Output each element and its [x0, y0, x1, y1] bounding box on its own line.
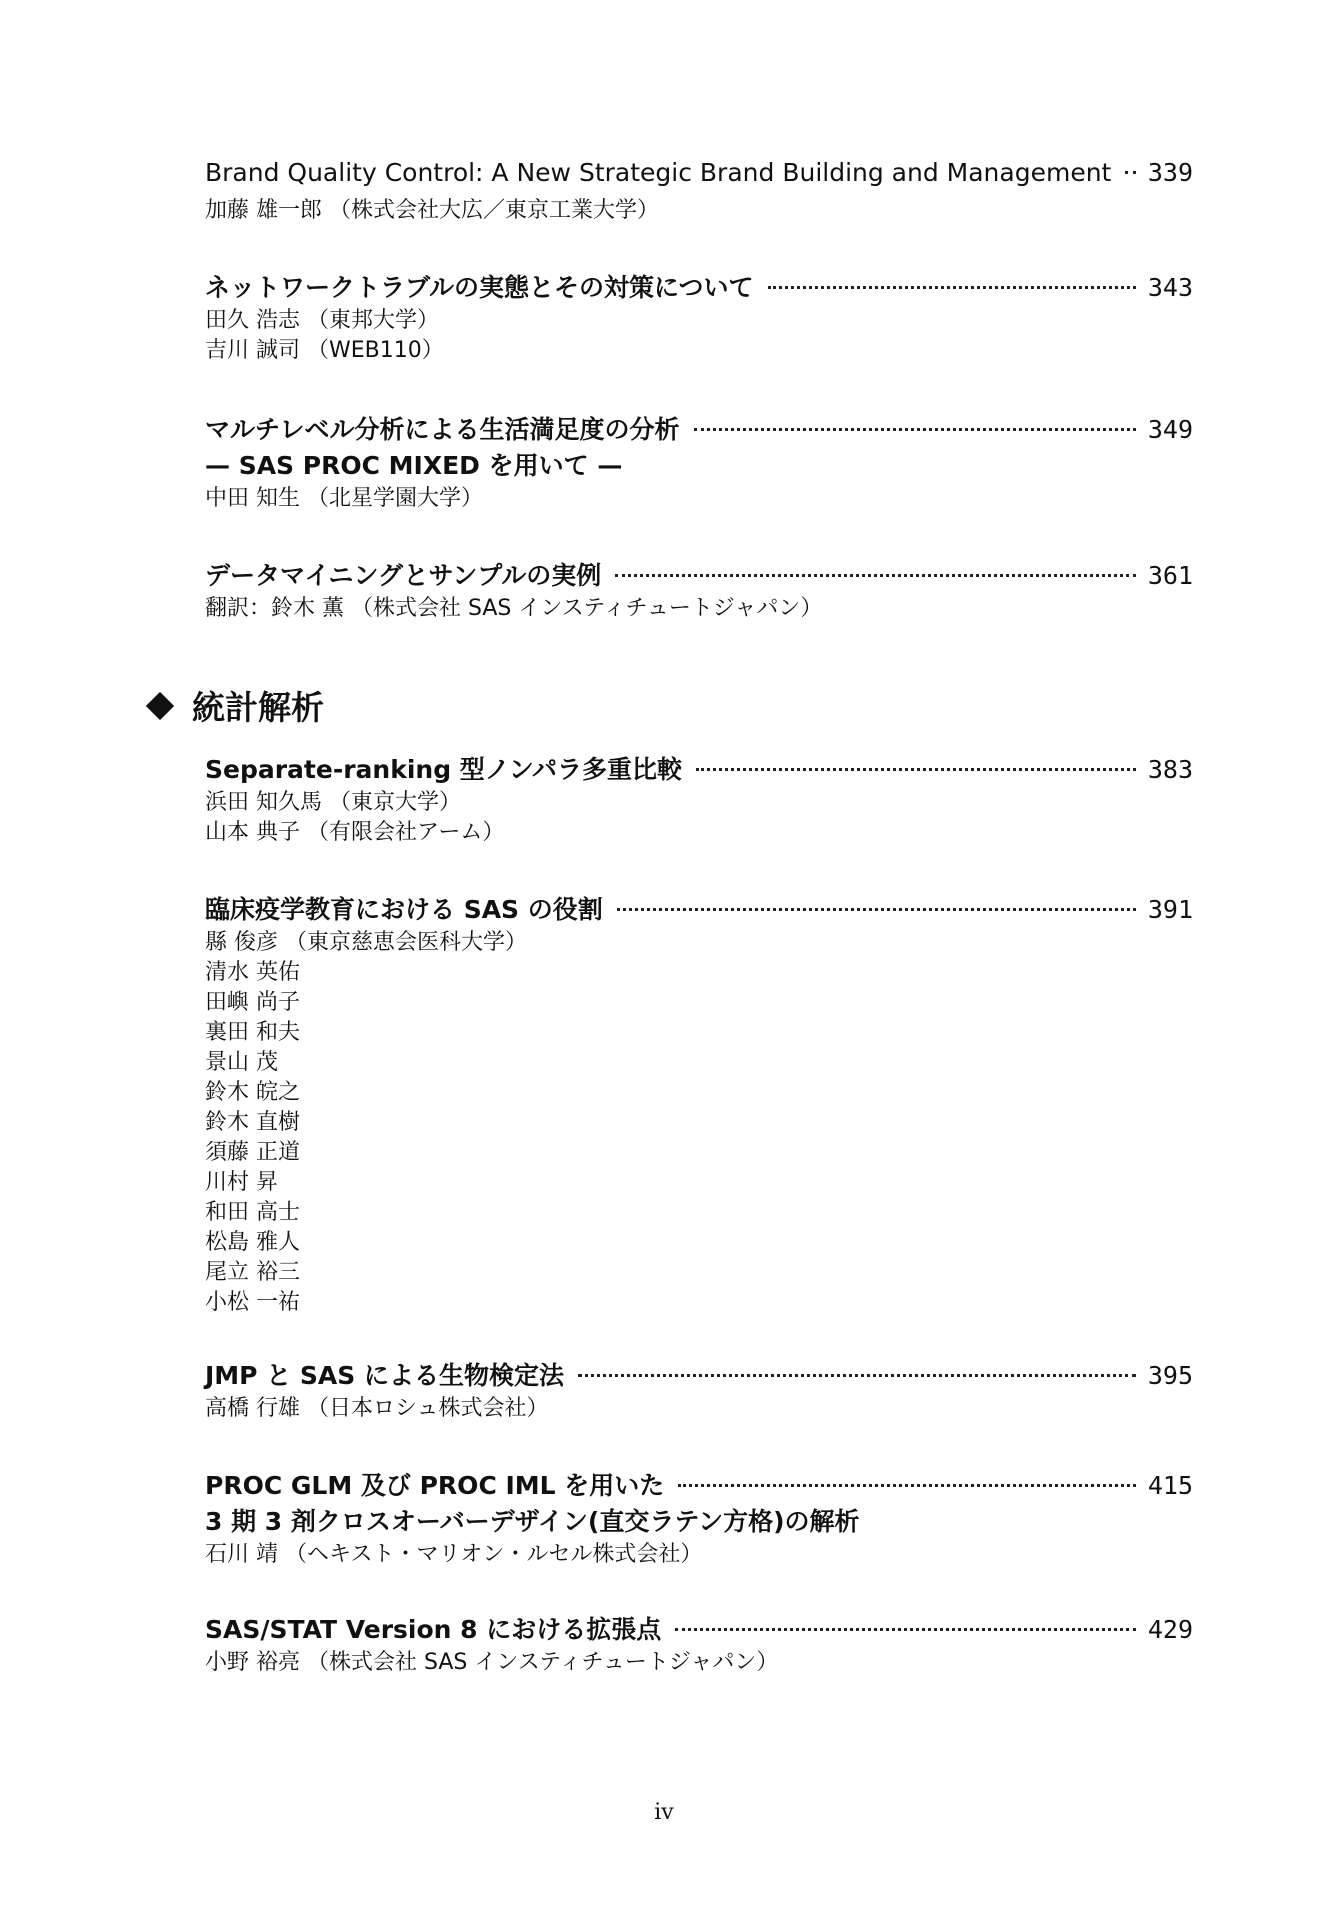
entry-author: 松島 雅人	[205, 1230, 300, 1255]
entry-author: 縣 俊彦 （東京慈恵会医科大学）	[205, 930, 527, 955]
entry-title[interactable]: Brand Quality Control: A New Strategic Brand Building and Management	[205, 158, 1112, 187]
entry-author: 高橋 行雄 （日本ロシュ株式会社）	[205, 1396, 549, 1421]
toc-entry	[205, 890, 1193, 1318]
page-number: 429	[1147, 1615, 1193, 1644]
entry-title-line	[205, 410, 1193, 448]
dot-leader	[694, 428, 1136, 431]
page-number: 349	[1147, 415, 1193, 444]
entry-subtitle: 3 期 3 剤クロスオーバーデザイン(直交ラテン方格)の解析	[205, 1507, 860, 1536]
dot-leader	[615, 574, 1136, 577]
entry-author: 山本 典子 （有限会社アーム）	[205, 820, 505, 845]
entry-title[interactable]: データマイニングとサンプルの実例	[205, 561, 602, 590]
dot-leader	[578, 1374, 1136, 1377]
entry-author: 浜田 知久馬 （東京大学）	[205, 790, 461, 815]
toc-entry	[205, 410, 1193, 514]
page-number: 361	[1147, 561, 1193, 590]
entry-title-line	[205, 1466, 1193, 1504]
entry-author: 加藤 雄一郎 （株式会社大広／東京工業大学）	[205, 198, 659, 223]
section-header	[150, 682, 324, 729]
diamond-bullet-icon	[146, 691, 174, 719]
entry-author: 和田 高士	[205, 1200, 300, 1225]
entry-title[interactable]: JMP と SAS による生物検定法	[205, 1361, 564, 1390]
entry-author: 川村 昇	[205, 1170, 278, 1195]
entry-title[interactable]: PROC GLM 及び PROC IML を用いた	[205, 1471, 665, 1500]
toc-entry	[205, 750, 1193, 848]
toc-entry	[205, 1356, 1193, 1424]
dot-leader	[1125, 171, 1135, 174]
entry-title[interactable]: ネットワークトラブルの実態とその対策について	[205, 273, 754, 302]
entry-title-line	[205, 556, 1193, 594]
entry-title-line	[205, 268, 1193, 306]
dot-leader	[617, 908, 1136, 911]
page-footer-number: iv	[654, 1800, 674, 1825]
entry-author: 景山 茂	[205, 1050, 278, 1075]
toc-entry	[205, 268, 1193, 366]
entry-title-line	[205, 158, 1193, 196]
entry-title[interactable]: マルチレベル分析による生活満足度の分析	[205, 415, 680, 444]
entry-author: 中田 知生 （北星学園大学）	[205, 486, 483, 511]
entry-author: 吉川 誠司 （WEB110）	[205, 338, 444, 363]
toc-entry	[205, 1610, 1193, 1678]
page-number: 383	[1147, 755, 1193, 784]
dot-leader	[678, 1484, 1136, 1487]
entry-title-line	[205, 1610, 1193, 1648]
entry-title[interactable]: Separate-ranking 型ノンパラ多重比較	[205, 755, 683, 784]
entry-author: 鈴木 皖之	[205, 1080, 300, 1105]
entry-author: 裏田 和夫	[205, 1020, 300, 1045]
entry-author: 田久 浩志 （東邦大学）	[205, 308, 439, 333]
entry-author: 須藤 正道	[205, 1140, 300, 1165]
toc-entry	[205, 556, 1193, 624]
entry-title[interactable]: 臨床疫学教育における SAS の役割	[205, 895, 603, 924]
dot-leader	[675, 1628, 1136, 1631]
page-number: 415	[1147, 1471, 1193, 1500]
entry-author: 清水 英佑	[205, 960, 300, 985]
entry-author: 鈴木 直樹	[205, 1110, 300, 1135]
entry-title[interactable]: SAS/STAT Version 8 における拡張点	[205, 1615, 662, 1644]
entry-title-line	[205, 1356, 1193, 1394]
dot-leader	[768, 286, 1136, 289]
toc-entry	[205, 158, 1193, 226]
entry-author: 翻訳：鈴木 薫 （株式会社 SAS インスティチュートジャパン）	[205, 596, 823, 621]
page-number: 339	[1147, 158, 1193, 187]
entry-subtitle: — SAS PROC MIXED を用いて —	[205, 451, 623, 480]
entry-author: 石川 靖 （ヘキスト・マリオン・ルセル株式会社）	[205, 1542, 703, 1567]
entry-author: 尾立 裕三	[205, 1260, 300, 1285]
toc-entry	[205, 1466, 1193, 1570]
entry-title-line	[205, 750, 1193, 788]
page-number: 343	[1147, 273, 1193, 302]
entry-author: 田嶼 尚子	[205, 990, 300, 1015]
dot-leader	[696, 768, 1136, 771]
entry-title-line	[205, 890, 1193, 928]
page-number: 395	[1147, 1361, 1193, 1390]
page-number: 391	[1147, 895, 1193, 924]
entry-author: 小野 裕亮 （株式会社 SAS インスティチュートジャパン）	[205, 1650, 779, 1675]
section-title: 統計解析	[192, 688, 324, 727]
entry-author: 小松 一祐	[205, 1290, 300, 1315]
